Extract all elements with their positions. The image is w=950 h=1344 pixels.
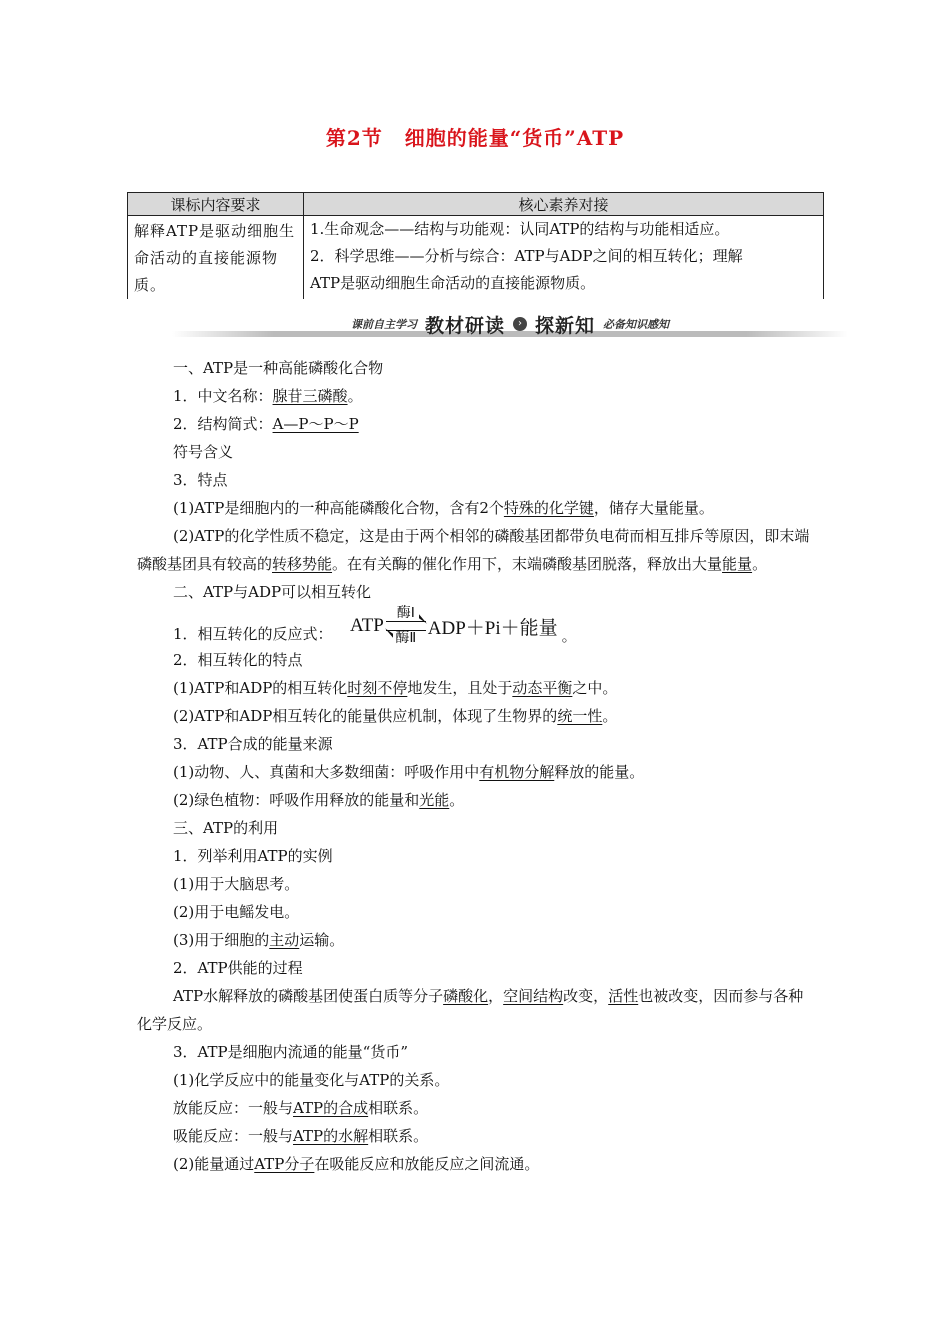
list-item: 2．结构简式：A—P～P～P (173, 415, 359, 433)
literacy-line: 1.生命观念——结构与功能观：认同ATP的结构与功能相适应。 (310, 220, 730, 238)
section-banner (172, 310, 848, 344)
section-number: 第2节 (325, 126, 383, 150)
list-item: (1)ATP和ADP的相互转化时刻不停地发生，且处于动态平衡之中。 (173, 679, 618, 697)
list-item: (1)用于大脑思考。 (173, 875, 300, 893)
paragraph: ATP水解释放的磷酸基团使蛋白质等分子磷酸化，空间结构改变，活性也被改变，因而参与各种化学反应。 (137, 987, 804, 1033)
section-heading: 一、ATP是一种高能磷酸化合物 (173, 359, 384, 377)
list-item: 2．ATP供能的过程 (173, 959, 303, 977)
banner-title-1: 教材研读 (424, 314, 505, 337)
equation-line (137, 606, 817, 646)
section-name: 细胞的能量“货币”ATP (404, 126, 625, 150)
list-item: (1)化学反应中的能量变化与ATP的关系。 (173, 1071, 450, 1089)
banner-right-label: 必备知识感知 (603, 318, 670, 331)
reaction-equation: ATP 酶Ⅰ 酶Ⅱ ADP＋Pi＋能量 。 (350, 606, 577, 646)
list-item: 1．相互转化的反应式： (173, 625, 333, 643)
list-item: (1)ATP是细胞内的一种高能磷酸化合物，含有2个特殊的化学键，储存大量能量。 (173, 499, 714, 517)
paragraph: (2)ATP的化学性质不稳定，这是由于两个相邻的磷酸基团都带负电荷而相互排斥等原因，即末端磷酸基团具有较高的转移势能。在有关酶的催化作用下，末端磷酸基团脱落，释放出大量能量。 (137, 527, 810, 573)
literacy-line: ATP是驱动细胞生命活动的直接能源物质。 (310, 274, 596, 292)
list-item: (2)用于电鳐发电。 (173, 903, 300, 921)
chevron-right-icon: › (513, 317, 527, 331)
literacy-line: 2．科学思维——分析与综合：ATP与ADP之间的相互转化；理解 (310, 247, 743, 265)
section-heading: 二、ATP与ADP可以相互转化 (173, 583, 372, 601)
header-curriculum: 课标内容要求 (128, 193, 304, 216)
banner-left-label: 课前自主学习 (350, 318, 417, 331)
list-item: (3)用于细胞的主动运输。 (173, 931, 345, 949)
main-content (137, 354, 817, 1178)
section-heading: 三、ATP的利用 (173, 819, 279, 837)
list-item: 3．ATP合成的能量来源 (173, 735, 333, 753)
list-item: 3．特点 (173, 471, 228, 489)
page-title (0, 122, 950, 151)
enzyme-2-label: 酶Ⅱ (395, 631, 417, 646)
header-literacy: 核心素养对接 (304, 193, 824, 216)
list-item: 吸能反应：一般与ATP的水解相联系。 (173, 1127, 429, 1145)
list-item: 3．ATP是细胞内流通的能量“货币” (173, 1043, 408, 1061)
banner-title-2: 探新知 (535, 314, 596, 337)
enzyme-1-label: 酶Ⅰ (396, 606, 415, 621)
list-item: (1)动物、人、真菌和大多数细菌：呼吸作用中有机物分解释放的能量。 (173, 763, 645, 781)
list-item: (2)绿色植物：呼吸作用释放的能量和光能。 (173, 791, 465, 809)
table-row (128, 216, 824, 300)
curriculum-cell: 解释ATP是驱动细胞生命活动的直接能源物质。 (128, 216, 304, 300)
list-item: 1．列举利用ATP的实例 (173, 847, 333, 865)
table-header-row (128, 193, 824, 216)
list-item: (2)能量通过ATP分子在吸能反应和放能反应之间流通。 (173, 1155, 540, 1173)
list-item: 1．中文名称：腺苷三磷酸。 (173, 387, 363, 405)
list-item: 放能反应：一般与ATP的合成相联系。 (173, 1099, 429, 1117)
literacy-cell (304, 216, 824, 300)
list-item: (2)ATP和ADP相互转化的能量供应机制，体现了生物界的统一性。 (173, 707, 618, 725)
list-item: 2．相互转化的特点 (173, 651, 303, 669)
list-item: 符号含义 (173, 443, 234, 461)
equation-left: ATP (350, 615, 384, 636)
requirements-table (127, 192, 824, 299)
reversible-arrow-icon (386, 621, 426, 631)
equation-right: ADP＋Pi＋能量 (427, 617, 558, 639)
